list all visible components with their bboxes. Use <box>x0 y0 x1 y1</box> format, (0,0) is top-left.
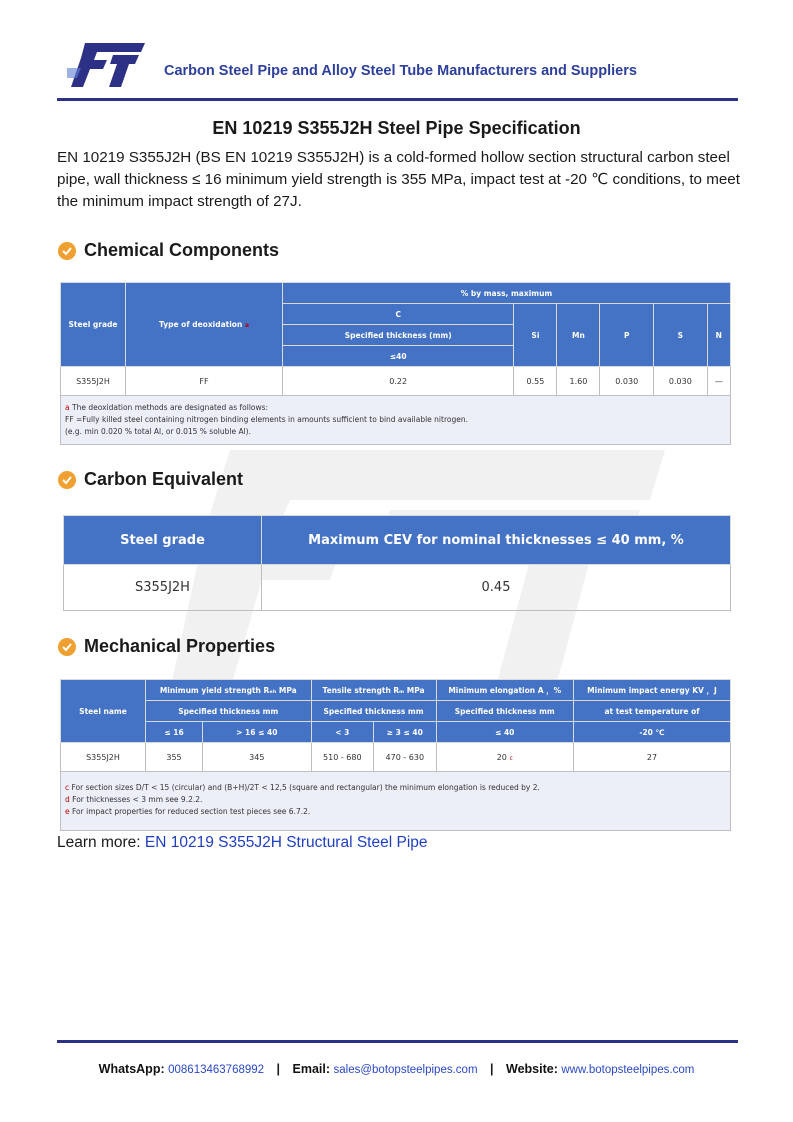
col-specified-thickness: Specified thickness (mm) <box>283 325 514 346</box>
email-link[interactable]: sales@botopsteelpipes.com <box>333 1064 478 1076</box>
table-footnote: a The deoxidation methods are designated as follows: FF =Fully killed steel containing nitrogen binding elements in amounts sufficient to bind available nitrogen. (e.g. min 0.020 % total Al, or 0.015 % soluble Al). <box>61 396 731 445</box>
mechanical-properties-heading <box>57 636 275 657</box>
table-footnote: c For section sizes D/T < 15 (circular) and (B+H)/2T < 12,5 (square and rectangular) the minimum elongation is reduced by 2. d For thicknesses < 3 mm see 9.2.2. e For impact properties for reduced section test pieces see 6.7.2. <box>61 772 731 831</box>
page-title: EN 10219 S355J2H Steel Pipe Specification <box>212 118 581 138</box>
section-title: Carbon Equivalent <box>84 469 244 489</box>
col-c: C <box>283 304 514 325</box>
carbon-equivalent-table <box>63 515 731 611</box>
col-deoxidation: Type of deoxidation a <box>126 283 283 367</box>
section-title: Mechanical Properties <box>84 636 276 656</box>
page-footer: WhatsApp: 008613463768992 | Email: sales@botopsteelpipes.com | Website: www.botopsteelpipes.com <box>98 1062 695 1076</box>
col-si: Si <box>514 304 557 367</box>
badge-check-icon <box>57 470 77 490</box>
carbon-equivalent-heading <box>57 469 243 490</box>
footer-divider <box>57 1040 738 1043</box>
badge-check-icon <box>57 637 77 657</box>
col-n: N <box>707 304 730 367</box>
col-mass-percent: % by mass, maximum <box>283 283 731 304</box>
website-link[interactable]: www.botopsteelpipes.com <box>561 1064 695 1076</box>
learn-more: Learn more: EN 10219 S355J2H Structural Steel Pipe <box>57 834 428 851</box>
table-row: S355J2H 0.45 <box>64 565 731 611</box>
col-steel-grade: Steel grade <box>61 283 126 367</box>
section-title: Chemical Components <box>84 240 280 260</box>
company-logo <box>67 40 147 90</box>
col-tensile: Tensile strength Rₘ MPa <box>311 680 436 701</box>
col-elongation: Minimum elongation A ，% <box>436 680 573 701</box>
mechanical-table: Steel name Minimum yield strength Rₑₕ MPa Tensile strength Rₘ MPa Minimum elongation A ，% Minimum impact energy KV ，J Specified thickness mm Specified thickness mm Specified thickness mm at test temperature of ≤ 16 > 16 ≤ 40 < 3 ≥ 3 ≤ 40 ≤ 40 -20 ℃ S355J2H 355 345 510 - 680 470 - 630 20 c 27 c For section sizes D/T < 15 (circular) and (B+H)/2T < 12,5 (square and rectangular) the minimum elongation is reduced by 2. d For thicknesses < 3 mm see 9.2.2. e For impact properties for reduced section test pieces see 6.7.2. <box>60 679 731 831</box>
col-steel-name: Steel name <box>61 680 146 743</box>
page-header <box>57 40 738 102</box>
col-mn: Mn <box>557 304 600 367</box>
intro-paragraph: EN 10219 S355J2H (BS EN 10219 S355J2H) is a cold-formed hollow section structural carbon steel pipe, wall thickness ≤ 16 minimum yield strength is 355 MPa, impact test at -20 ℃ conditions, to meet the minimum impact strength of 27J. <box>57 149 740 210</box>
col-impact: Minimum impact energy KV ，J <box>573 680 730 701</box>
whatsapp-number[interactable]: 008613463768992 <box>168 1064 265 1076</box>
col-p: P <box>600 304 654 367</box>
table-row: S355J2H FF 0.22 0.55 1.60 0.030 0.030 — <box>61 367 731 396</box>
badge-check-icon <box>57 241 77 261</box>
col-steel-grade: Steel grade <box>64 516 262 565</box>
company-tagline: Carbon Steel Pipe and Alloy Steel Tube Manufacturers and Suppliers <box>164 63 637 79</box>
header-divider <box>57 98 738 101</box>
col-max-cev: Maximum CEV for nominal thicknesses ≤ 40 mm, % <box>262 516 731 565</box>
chemical-table <box>60 282 731 445</box>
chemical-components-heading <box>57 240 279 261</box>
col-s: S <box>654 304 708 367</box>
col-le40: ≤40 <box>283 346 514 367</box>
table-row: S355J2H 355 345 510 - 680 470 - 630 20 c 27 <box>61 743 731 772</box>
col-yield: Minimum yield strength Rₑₕ MPa <box>146 680 312 701</box>
learn-more-link[interactable]: EN 10219 S355J2H Structural Steel Pipe <box>144 834 428 851</box>
